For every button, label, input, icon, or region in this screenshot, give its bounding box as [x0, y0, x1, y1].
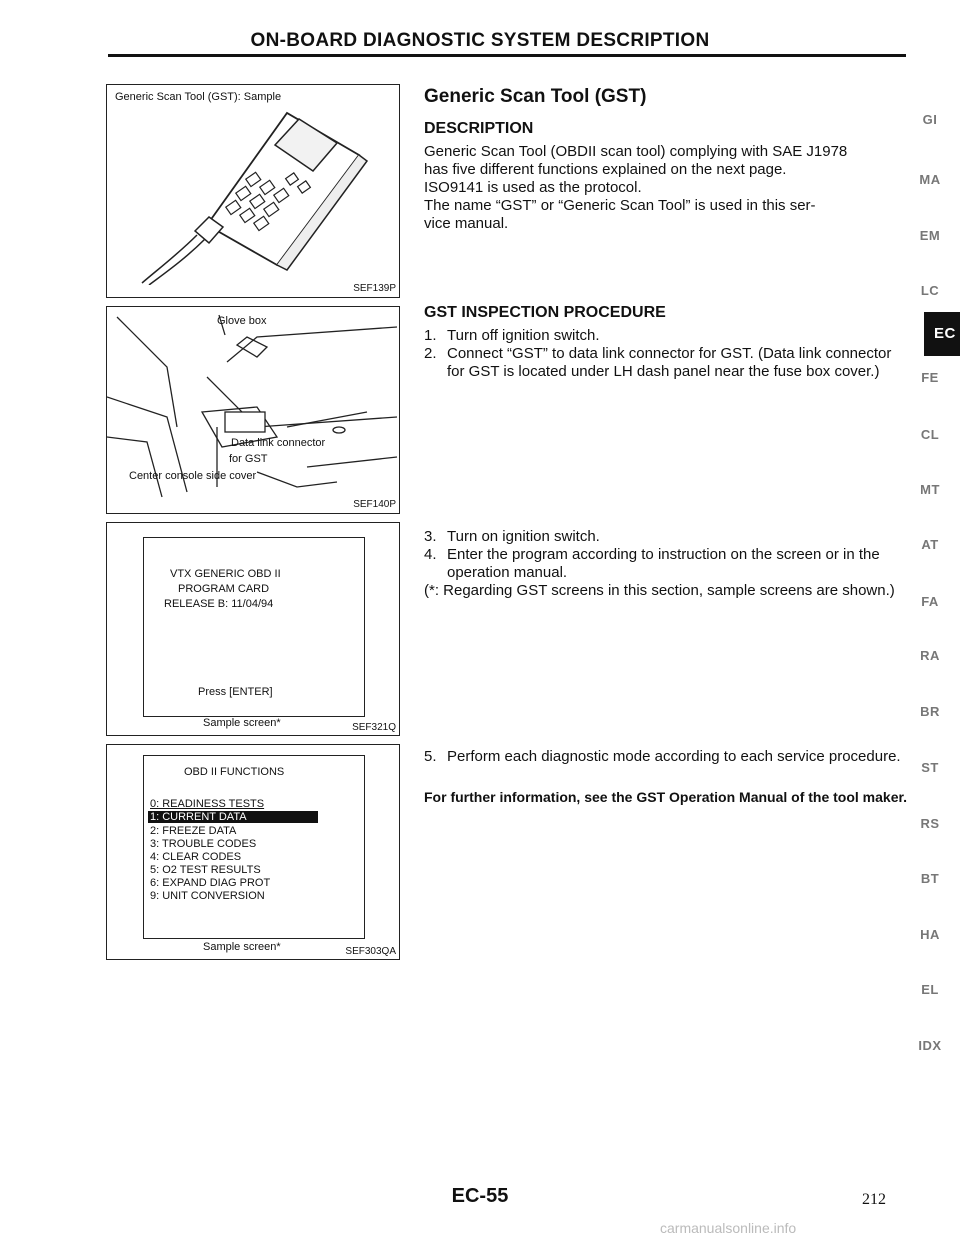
screen2-caption: Sample screen* [203, 941, 281, 953]
page-number: 212 [862, 1191, 886, 1208]
step-number: 1. [424, 327, 437, 344]
section-index-fa[interactable]: FA [921, 594, 939, 609]
step-text: Turn off ignition switch. [447, 327, 600, 344]
section-index-st[interactable]: ST [921, 760, 939, 775]
step-number: 5. [424, 748, 437, 765]
step-number: 4. [424, 546, 437, 563]
procedure-step-4 [424, 546, 910, 582]
section-index-lc[interactable]: LC [920, 283, 940, 298]
figure-gst-caption: Generic Scan Tool (GST): Sample [115, 91, 282, 103]
dash-panel-illustration [107, 307, 399, 513]
procedure-step-1 [424, 327, 910, 345]
header-rule [108, 54, 906, 57]
screen-obd-functions [143, 755, 365, 939]
function-item-7: 9: UNIT CONVERSION [150, 890, 265, 902]
step-number: 2. [424, 345, 437, 362]
label-data-link-connector: Data link connector [231, 437, 326, 449]
procedure-heading: GST INSPECTION PROCEDURE [424, 304, 666, 321]
section-index-ha[interactable]: HA [920, 927, 940, 942]
functions-title: OBD II FUNCTIONS [184, 766, 285, 778]
screen-program-card [143, 537, 365, 717]
step-text: Enter the program according to instruction on the screen or in the operation manual. [447, 546, 880, 581]
screen-line-3: RELEASE B: 11/04/94 [164, 598, 274, 610]
section-index-ma[interactable]: MA [919, 172, 941, 187]
procedure-step-2 [424, 345, 910, 399]
figure-connector-code: SEF140P [353, 499, 396, 510]
section-index-cl[interactable]: CL [920, 427, 940, 442]
function-item-3: 3: TROUBLE CODES [150, 838, 257, 850]
screen-line-1: VTX GENERIC OBD II [170, 568, 281, 580]
page-header-title: ON-BOARD DIAGNOSTIC SYSTEM DESCRIPTION [250, 30, 710, 51]
section-index-at[interactable]: AT [921, 537, 939, 552]
procedure-step-3 [424, 528, 910, 546]
description-line-1: Generic Scan Tool (OBDII scan tool) complying with SAE J1978 [424, 143, 848, 160]
description-line-3: ISO9141 is used as the protocol. [424, 179, 642, 196]
section-index-gi[interactable]: GI [922, 112, 938, 127]
screen2-code: SEF303QA [345, 946, 396, 957]
section-index-el[interactable]: EL [921, 982, 939, 997]
function-item-0: 0: READINESS TESTS [150, 798, 265, 810]
function-item-1-selected: 1: CURRENT DATA [148, 811, 318, 823]
label-console-cover: Center console side cover [129, 470, 257, 482]
screen-prompt: Press [ENTER] [198, 686, 273, 698]
screen1-code: SEF321Q [352, 722, 396, 733]
step-text: Perform each diagnostic mode according to each service procedure. [447, 748, 901, 765]
description-line-4: The name “GST” or “Generic Scan Tool” is used in this ser- [424, 197, 816, 214]
function-item-6: 6: EXPAND DIAG PROT [150, 877, 271, 889]
figure-sample-screen-functions [106, 744, 400, 960]
description-line-5: vice manual. [424, 215, 509, 232]
step-text: Turn on ignition switch. [447, 528, 600, 545]
section-index-fe[interactable]: FE [921, 370, 939, 385]
section-index-bt[interactable]: BT [920, 871, 940, 886]
screen-line-2: PROGRAM CARD [178, 583, 270, 595]
label-for-gst: for GST [229, 453, 268, 465]
description-heading: DESCRIPTION [424, 120, 534, 137]
further-information-note: For further information, see the GST Operation Manual of the tool maker. [424, 789, 908, 805]
section-index-idx[interactable]: IDX [918, 1038, 942, 1053]
procedure-note: (*: Regarding GST screens in this section, sample screens are shown.) [424, 582, 895, 599]
page-section-code: EC-55 [451, 1185, 509, 1207]
function-item-4: 4: CLEAR CODES [150, 851, 242, 863]
section-index-br[interactable]: BR [920, 704, 940, 719]
section-title: Generic Scan Tool (GST) [424, 86, 647, 107]
scan-tool-illustration [127, 105, 387, 285]
figure-connector-location [106, 306, 400, 514]
function-item-5: 5: O2 TEST RESULTS [150, 864, 261, 876]
step-number: 3. [424, 528, 437, 545]
section-index-rs[interactable]: RS [920, 816, 940, 831]
step-text: Connect “GST” to data link connector for GST. (Data link connector for GST is located under LH dash panel near the fuse box cover.) [447, 345, 892, 380]
section-index-mt[interactable]: MT [920, 482, 940, 497]
figure-sample-screen-program [106, 522, 400, 736]
procedure-step-5 [424, 748, 910, 784]
section-index-ra[interactable]: RA [920, 648, 940, 663]
description-line-2: has five different functions explained on the next page. [424, 161, 787, 178]
screen1-caption: Sample screen* [203, 717, 281, 729]
label-glove-box: Glove box [217, 315, 267, 327]
watermark-site: carmanualsonline.info [660, 1220, 797, 1236]
figure-gst-code: SEF139P [353, 283, 396, 294]
figure-gst-device [106, 84, 400, 298]
section-index-em[interactable]: EM [919, 228, 941, 243]
function-item-2: 2: FREEZE DATA [150, 825, 237, 837]
section-index-ec-active[interactable]: EC [924, 312, 960, 356]
